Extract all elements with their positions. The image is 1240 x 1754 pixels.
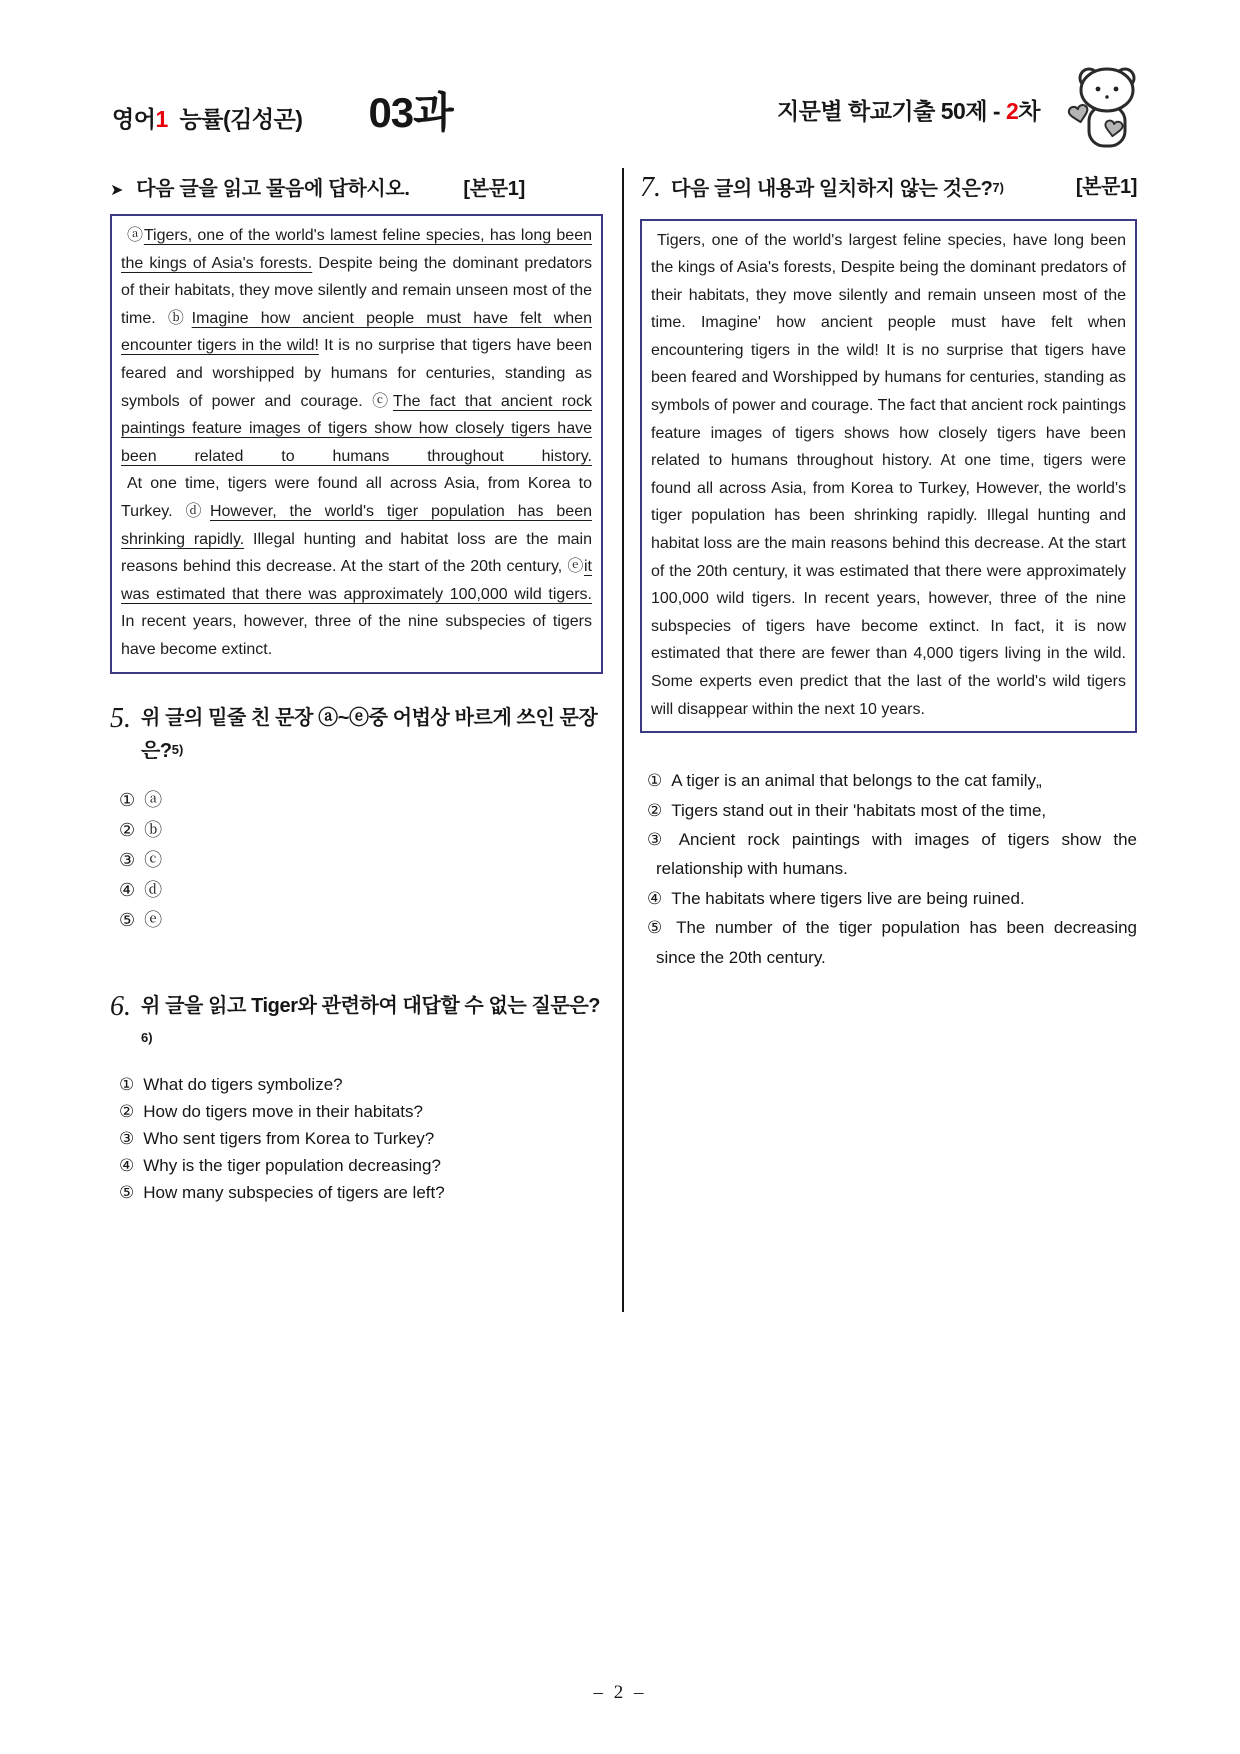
passage-segment: Illegal hunting and habitat loss are the main reasons behind this decrease. At the start of the 20th century, bbox=[121, 530, 593, 576]
passage-segment: In recent years, however, three of the nine subspecies of tigers have become extinct. bbox=[121, 613, 592, 658]
choice-option bbox=[119, 905, 603, 935]
passage-segment: At one time, tigers were found all across Asia, from Korea to Turkey. bbox=[121, 475, 592, 520]
course-prefix: 영어 bbox=[112, 106, 156, 132]
header-round-suffix: 차 bbox=[1018, 98, 1040, 124]
choice-option bbox=[119, 845, 603, 875]
course-publisher: 능률(김성곤) bbox=[167, 106, 303, 132]
choice-marker: ② bbox=[119, 1101, 135, 1121]
passage-segment: Imagine how ancient people must have felt when encounter tigers in the wild! bbox=[121, 309, 592, 355]
header-round-number: 2 bbox=[1005, 98, 1019, 124]
choice-text: ⓓ bbox=[144, 879, 163, 900]
question-6-text bbox=[141, 991, 603, 1056]
header-course bbox=[112, 80, 453, 140]
choice-marker: ③ bbox=[647, 830, 670, 849]
header-title-text: 지문별 학교기출 50제 - bbox=[776, 98, 1006, 124]
choice-text: What do tigers symbolize? bbox=[143, 1074, 343, 1094]
passage-paragraph bbox=[121, 222, 592, 470]
choice-marker: ① bbox=[119, 789, 136, 810]
choice-option bbox=[119, 785, 603, 815]
choice-option bbox=[119, 1071, 603, 1098]
choice-marker: ③ bbox=[119, 849, 136, 870]
passage-segment: It is no surprise that tigers have been feared and worshipped by humans for centuries, standing as symbols of power and courage. bbox=[121, 337, 593, 410]
choice-marker: ③ bbox=[119, 1128, 135, 1148]
choice-option bbox=[647, 766, 1137, 795]
choice-marker: ① bbox=[647, 771, 663, 791]
choice-text: A tiger is an animal that belongs to the cat family„ bbox=[671, 771, 1042, 791]
right-column bbox=[640, 172, 1137, 972]
choice-marker: ② bbox=[119, 819, 136, 840]
question-6-choices bbox=[119, 1071, 603, 1206]
unit-title: 03과 bbox=[368, 89, 453, 136]
question-6-footnote: 6) bbox=[141, 1030, 153, 1045]
choice-option bbox=[119, 815, 603, 845]
question-5-text bbox=[141, 703, 603, 768]
choice-marker: ⑤ bbox=[119, 1182, 135, 1202]
source-tag: [본문1] bbox=[1075, 176, 1137, 198]
choice-marker: ⑤ bbox=[119, 909, 136, 930]
choice-option bbox=[647, 825, 1137, 884]
bear-mascot-icon bbox=[1058, 56, 1158, 160]
course-title bbox=[112, 101, 302, 134]
choice-text: The number of the tiger population has been decreasing since the 20th century. bbox=[656, 918, 1138, 967]
question-5-number: 5. bbox=[110, 702, 131, 734]
choice-option bbox=[119, 1152, 603, 1179]
question-7-stem: 다음 글의 내용과 일치하지 않는 것은? bbox=[671, 178, 993, 200]
choice-text: The habitats where tigers live are being ruined. bbox=[671, 888, 1025, 908]
question-5-header bbox=[110, 703, 603, 768]
question-7-number: 7. bbox=[640, 172, 661, 203]
passage-paragraph bbox=[121, 470, 592, 663]
course-number: 1 bbox=[155, 106, 168, 132]
question-7-header bbox=[640, 172, 1137, 206]
choice-option bbox=[647, 913, 1137, 972]
question-6-stem: 위 글을 읽고 Tiger와 관련하여 대답할 수 없는 질문은? bbox=[141, 994, 601, 1017]
question-6 bbox=[110, 991, 603, 1206]
grammar-marker-a: ⓐ bbox=[127, 227, 144, 244]
passage-box-grammar bbox=[110, 214, 603, 674]
direction-text: 다음 글을 읽고 물음에 답하시오. bbox=[136, 178, 410, 200]
choice-text: ⓑ bbox=[144, 819, 163, 840]
choice-marker: ② bbox=[647, 800, 663, 820]
direction-arrow-icon: ➤ bbox=[110, 182, 124, 199]
passage-box-comprehension bbox=[640, 219, 1137, 734]
left-column bbox=[110, 172, 603, 1206]
choice-marker: ① bbox=[119, 1074, 135, 1094]
grammar-marker-c: ⓒ bbox=[372, 392, 393, 410]
choice-option bbox=[647, 796, 1137, 825]
choice-option bbox=[119, 875, 603, 905]
passage-paragraph: Tigers, one of the world's largest feline species, have long been the kings of Asia's forests, Despite being the dominant predators of their habitats, they move silently and remain unseen most of the time. Imagine' how ancient people must have felt when encountering tigers in the wild! It is no surprise that tigers have been feared and Worshipped by humans for centuries, standing as symbols of power and courage. The fact that ancient rock paintings feature images of tigers shows how closely tigers have been related to humans throughout history. At one time, tigers were found all across Asia, from Korea to Turkey, However, the world's tiger population has been shrinking rapidly. Illegal hunting and habitat loss are the main reasons behind this decrease. At the start of the 20th century, it was estimated that there were approximately 100,000 wild tigers. In recent years, however, three of the nine subspecies of tigers have become extinct. In fact, it is now estimated that there are fewer than 4,000 tigers living in the wild. Some experts even predict that the last of the world's wild tigers will disappear within the next 10 years. bbox=[651, 231, 1126, 718]
question-6-header bbox=[110, 991, 603, 1056]
choice-option bbox=[119, 1098, 603, 1125]
choice-option bbox=[119, 1179, 603, 1206]
choice-text: Who sent tigers from Korea to Turkey? bbox=[143, 1128, 435, 1148]
question-7-choices bbox=[647, 766, 1137, 972]
passage-segment: Tigers, one of the world's lamest feline species, has long been the kings of Asia's forests. bbox=[121, 227, 592, 272]
question-5-choices bbox=[119, 785, 603, 935]
question-6-number: 6. bbox=[110, 990, 131, 1022]
choice-text: ⓒ bbox=[144, 849, 163, 870]
column-divider bbox=[622, 168, 624, 1312]
choice-marker: ④ bbox=[119, 879, 136, 900]
grammar-marker-e: ⓔ bbox=[567, 558, 584, 576]
passage-segment: it was estimated that there was approximately 100,000 wild tigers. bbox=[121, 558, 592, 603]
choice-text: How do tigers move in their habitats? bbox=[143, 1101, 423, 1121]
question-7-text bbox=[671, 172, 1068, 206]
question-5-stem: 위 글의 밑줄 친 문장 ⓐ~ⓔ중 어법상 바르게 쓰인 문장은? bbox=[141, 706, 598, 762]
question-5 bbox=[110, 703, 603, 935]
choice-option bbox=[647, 884, 1137, 913]
choice-marker: ④ bbox=[647, 888, 663, 908]
page-number: – 2 – bbox=[593, 1682, 647, 1703]
choice-text: Tigers stand out in their 'habitats most of the time, bbox=[671, 800, 1047, 820]
choice-text: Why is the tiger population decreasing? bbox=[143, 1155, 441, 1175]
header-title bbox=[630, 93, 1040, 126]
grammar-marker-d: ⓓ bbox=[185, 502, 210, 520]
choice-text: ⓐ bbox=[144, 789, 163, 810]
choice-option bbox=[119, 1125, 603, 1152]
question-5-footnote: 5) bbox=[171, 742, 184, 757]
grammar-marker-b: ⓑ bbox=[167, 309, 192, 327]
choice-text: How many subspecies of tigers are left? bbox=[143, 1182, 445, 1202]
direction-row bbox=[110, 172, 603, 201]
passage-segment: The fact that ancient rock paintings feature images of tigers show how closely tigers have been related to humans throughout history. bbox=[121, 392, 592, 465]
passage-segment: Despite being the dominant predators of their habitats, they move silently and remain unseen most of the time. bbox=[121, 254, 592, 327]
choice-marker: ⑤ bbox=[647, 918, 668, 938]
choice-marker: ④ bbox=[119, 1155, 135, 1175]
choice-text: Ancient rock paintings with images of tigers show the relationship with humans. bbox=[656, 830, 1137, 879]
source-tag: [본문1] bbox=[463, 178, 525, 200]
question-7-footnote: 7) bbox=[992, 180, 1004, 195]
choice-text: ⓔ bbox=[144, 909, 163, 930]
passage-segment: However, the world's tiger population has been shrinking rapidly. bbox=[121, 502, 592, 548]
